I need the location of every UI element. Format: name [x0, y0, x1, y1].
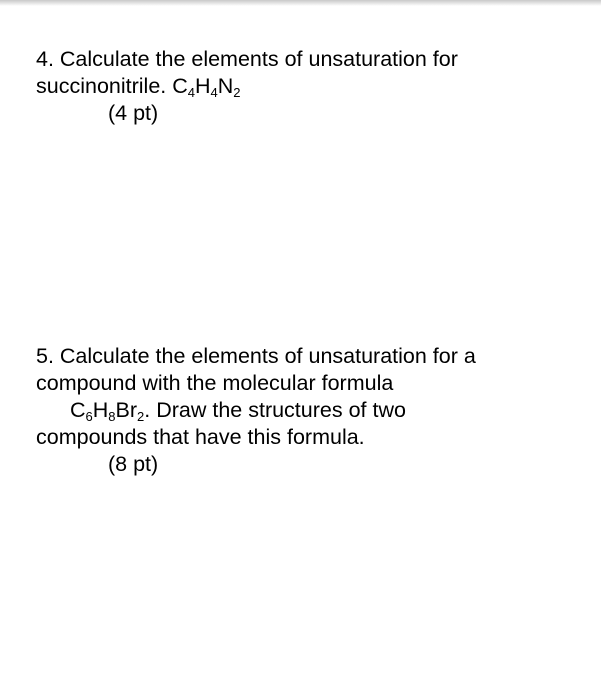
formula-element: C [70, 398, 86, 422]
formula-element: N [217, 74, 234, 98]
formula-subscript: 2 [137, 409, 145, 424]
question-4-compound-name: succinonitrile. [36, 74, 173, 98]
formula-element: Br [115, 398, 138, 422]
formula-subscript: 4 [210, 85, 218, 100]
question-5-formula [70, 398, 144, 422]
question-5-line-3-tail: . Draw the structures of two [144, 398, 406, 422]
formula-element: H [92, 398, 109, 422]
question-5-line-1: 5. Calculate the elements of unsaturation for a [36, 344, 476, 368]
question-5-line-2: compound with the molecular formula [36, 371, 394, 395]
formula-subscript: 4 [187, 85, 195, 100]
question-4-formula [172, 74, 240, 98]
formula-subscript: 2 [233, 85, 241, 100]
question-5-line-4: compounds that have this formula. [36, 425, 365, 449]
question-4-points: (4 pt) [108, 101, 159, 125]
question-5 [36, 343, 581, 478]
question-4-line-1: 4. Calculate the elements of unsaturation for [36, 47, 458, 71]
question-4 [36, 46, 581, 127]
page-top-edge [0, 0, 601, 6]
formula-subscript: 6 [85, 409, 93, 424]
question-5-line-3 [36, 397, 581, 424]
formula-subscript: 8 [108, 409, 116, 424]
formula-element: H [195, 74, 211, 98]
formula-element: C [172, 74, 188, 98]
question-5-points: (8 pt) [108, 452, 159, 476]
question-4-line-2 [36, 73, 581, 100]
